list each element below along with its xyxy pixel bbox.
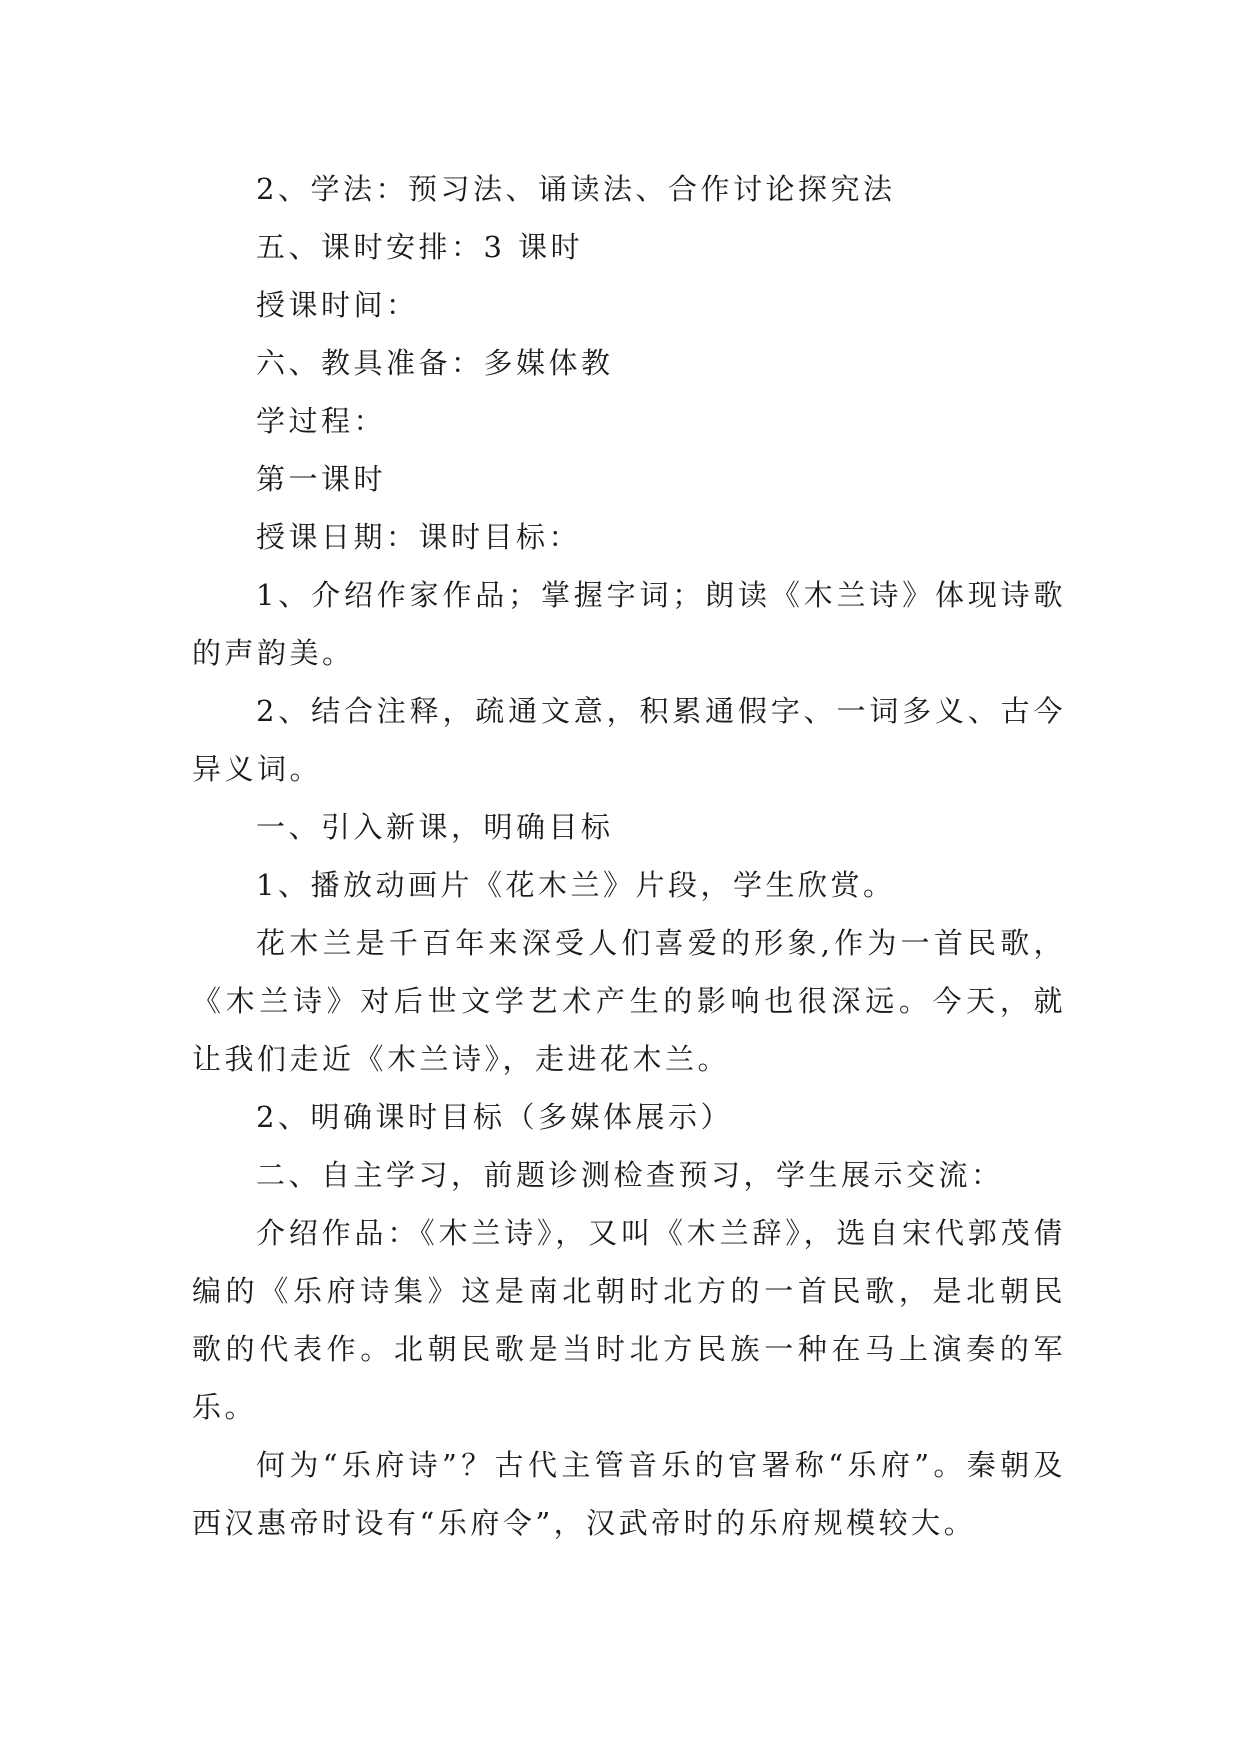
paragraph-teaching-time: 授课时间：: [256, 288, 419, 322]
paragraph-hua-mulan-intro: 花木兰是千百年来深受人们喜爱的形象,作为一首民歌，《木兰诗》对后世文学艺术产生的影响也很深远。今天，就让我们走近《木兰诗》，走进花木兰。: [192, 926, 1066, 1076]
document-body: [192, 160, 1066, 1552]
paragraph-goal-2: 2、结合注释，疏通文意，积累通假字、一词多义、古今异义词。: [192, 694, 1066, 786]
paragraph-yuefu-explanation: 何为“乐府诗”？古代主管音乐的官署称“乐府”。秦朝及西汉惠帝时设有“乐府令”，汉武帝时的乐府规模较大。: [192, 1448, 1066, 1540]
paragraph-first-lesson: 第一课时: [256, 462, 387, 496]
paragraph-section-1-heading: 一、引入新课，明确目标: [256, 810, 614, 844]
paragraph-clarify-goals: 2、明确课时目标（多媒体展示）: [256, 1100, 733, 1134]
paragraph-work-introduction: 介绍作品：《木兰诗》，又叫《木兰辞》，选自宋代郭茂倩编的《乐府诗集》这是南北朝时北方的一首民歌，是北朝民歌的代表作。北朝民歌是当时北方民族一种在马上演奏的军乐。: [192, 1216, 1066, 1424]
paragraph-teaching-aids: 六、教具准备：多媒体教: [256, 346, 614, 380]
paragraph-class-hours: 五、课时安排：3 课时: [256, 230, 584, 264]
paragraph-play-animation: 1、播放动画片《花木兰》片段，学生欣赏。: [256, 868, 896, 902]
paragraph-study-methods: 2、学法：预习法、诵读法、合作讨论探究法: [256, 172, 896, 206]
paragraph-learning-process: 学过程：: [256, 404, 387, 438]
paragraph-section-2-heading: 二、自主学习，前题诊测检查预习，学生展示交流：: [256, 1158, 1004, 1192]
paragraph-lesson-date-goals: 授课日期：课时目标：: [256, 520, 582, 554]
paragraph-goal-1: 1、介绍作家作品；掌握字词；朗读《木兰诗》体现诗歌的声韵美。: [192, 578, 1066, 670]
